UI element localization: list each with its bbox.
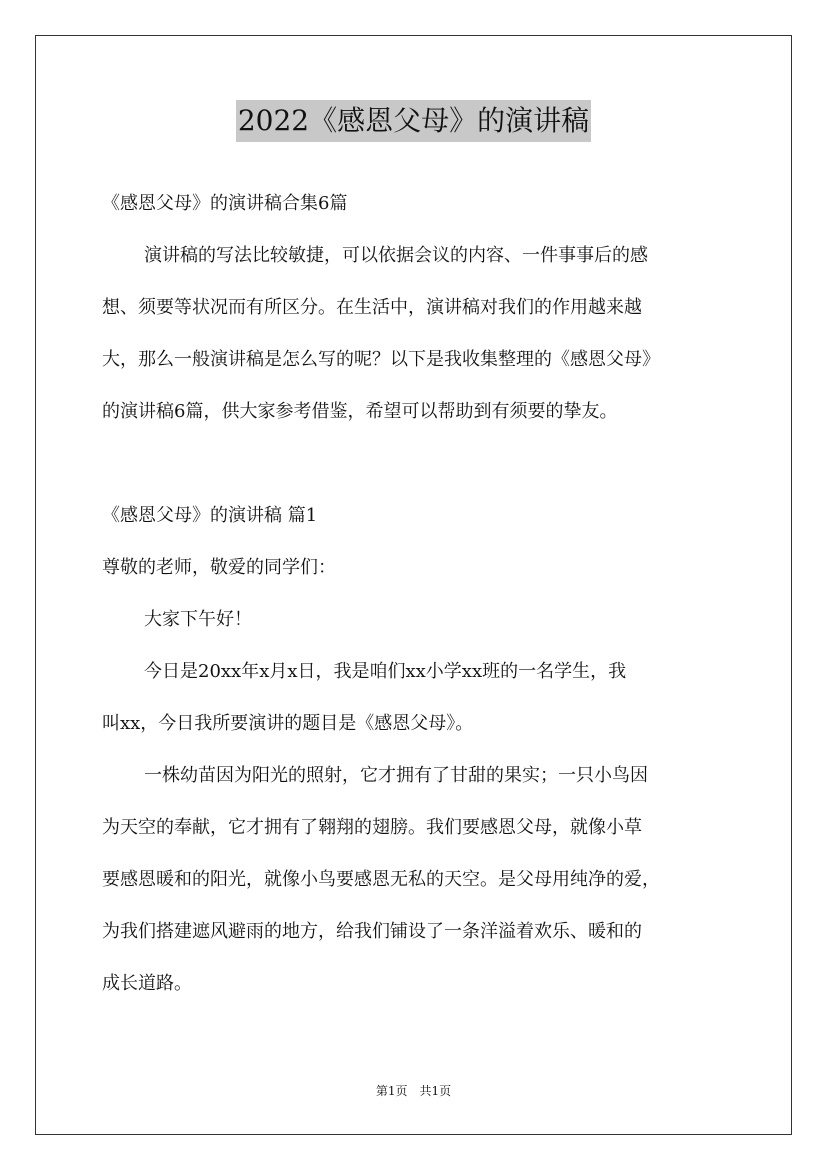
- paragraph-line: 演讲稿的写法比较敏捷，可以依据会议的内容、一件事事后的感: [144, 245, 648, 266]
- blank-line: [102, 438, 728, 490]
- page-footer: 第1页 共1页: [375, 1084, 452, 1098]
- subtitle-line: 《感恩父母》的演讲稿合集6篇: [102, 193, 348, 214]
- salutation-line: 尊敬的老师，敬爱的同学们：: [102, 557, 336, 578]
- paragraph-line: 一株幼苗因为阳光的照射，它才拥有了甘甜的果实；一只小鸟因: [144, 765, 648, 786]
- document-title: 2022《感恩父母》的演讲稿: [236, 100, 591, 142]
- paragraph-line: 要感恩暖和的阳光，就像小鸟要感恩无私的天空。是父母用纯净的爱，: [102, 869, 660, 890]
- title-container: [0, 100, 827, 142]
- document-body: [102, 178, 728, 1010]
- paragraph-line: 为天空的奉献，它才拥有了翱翔的翅膀。我们要感恩父母，就像小草: [102, 817, 642, 838]
- greeting-line: 大家下午好！: [144, 609, 252, 630]
- paragraph-line: 为我们搭建遮风避雨的地方，给我们铺设了一条洋溢着欢乐、暖和的: [102, 921, 642, 942]
- section-heading: 《感恩父母》的演讲稿 篇1: [102, 505, 318, 526]
- paragraph-line: 大，那么一般演讲稿是怎么写的呢？以下是我收集整理的《感恩父母》: [102, 349, 660, 370]
- paragraph-line: 今日是20xx年x月x日，我是咱们xx小学xx班的一名学生，我: [144, 661, 627, 682]
- paragraph-line: 的演讲稿6篇，供大家参考借鉴，希望可以帮助到有须要的挚友。: [102, 401, 618, 422]
- paragraph-line: 想、须要等状况而有所区分。在生活中，演讲稿对我们的作用越来越: [102, 297, 642, 318]
- paragraph-line: 成长道路。: [102, 973, 192, 994]
- paragraph-line: 叫xx，今日我所要演讲的题目是《感恩父母》。: [102, 713, 474, 734]
